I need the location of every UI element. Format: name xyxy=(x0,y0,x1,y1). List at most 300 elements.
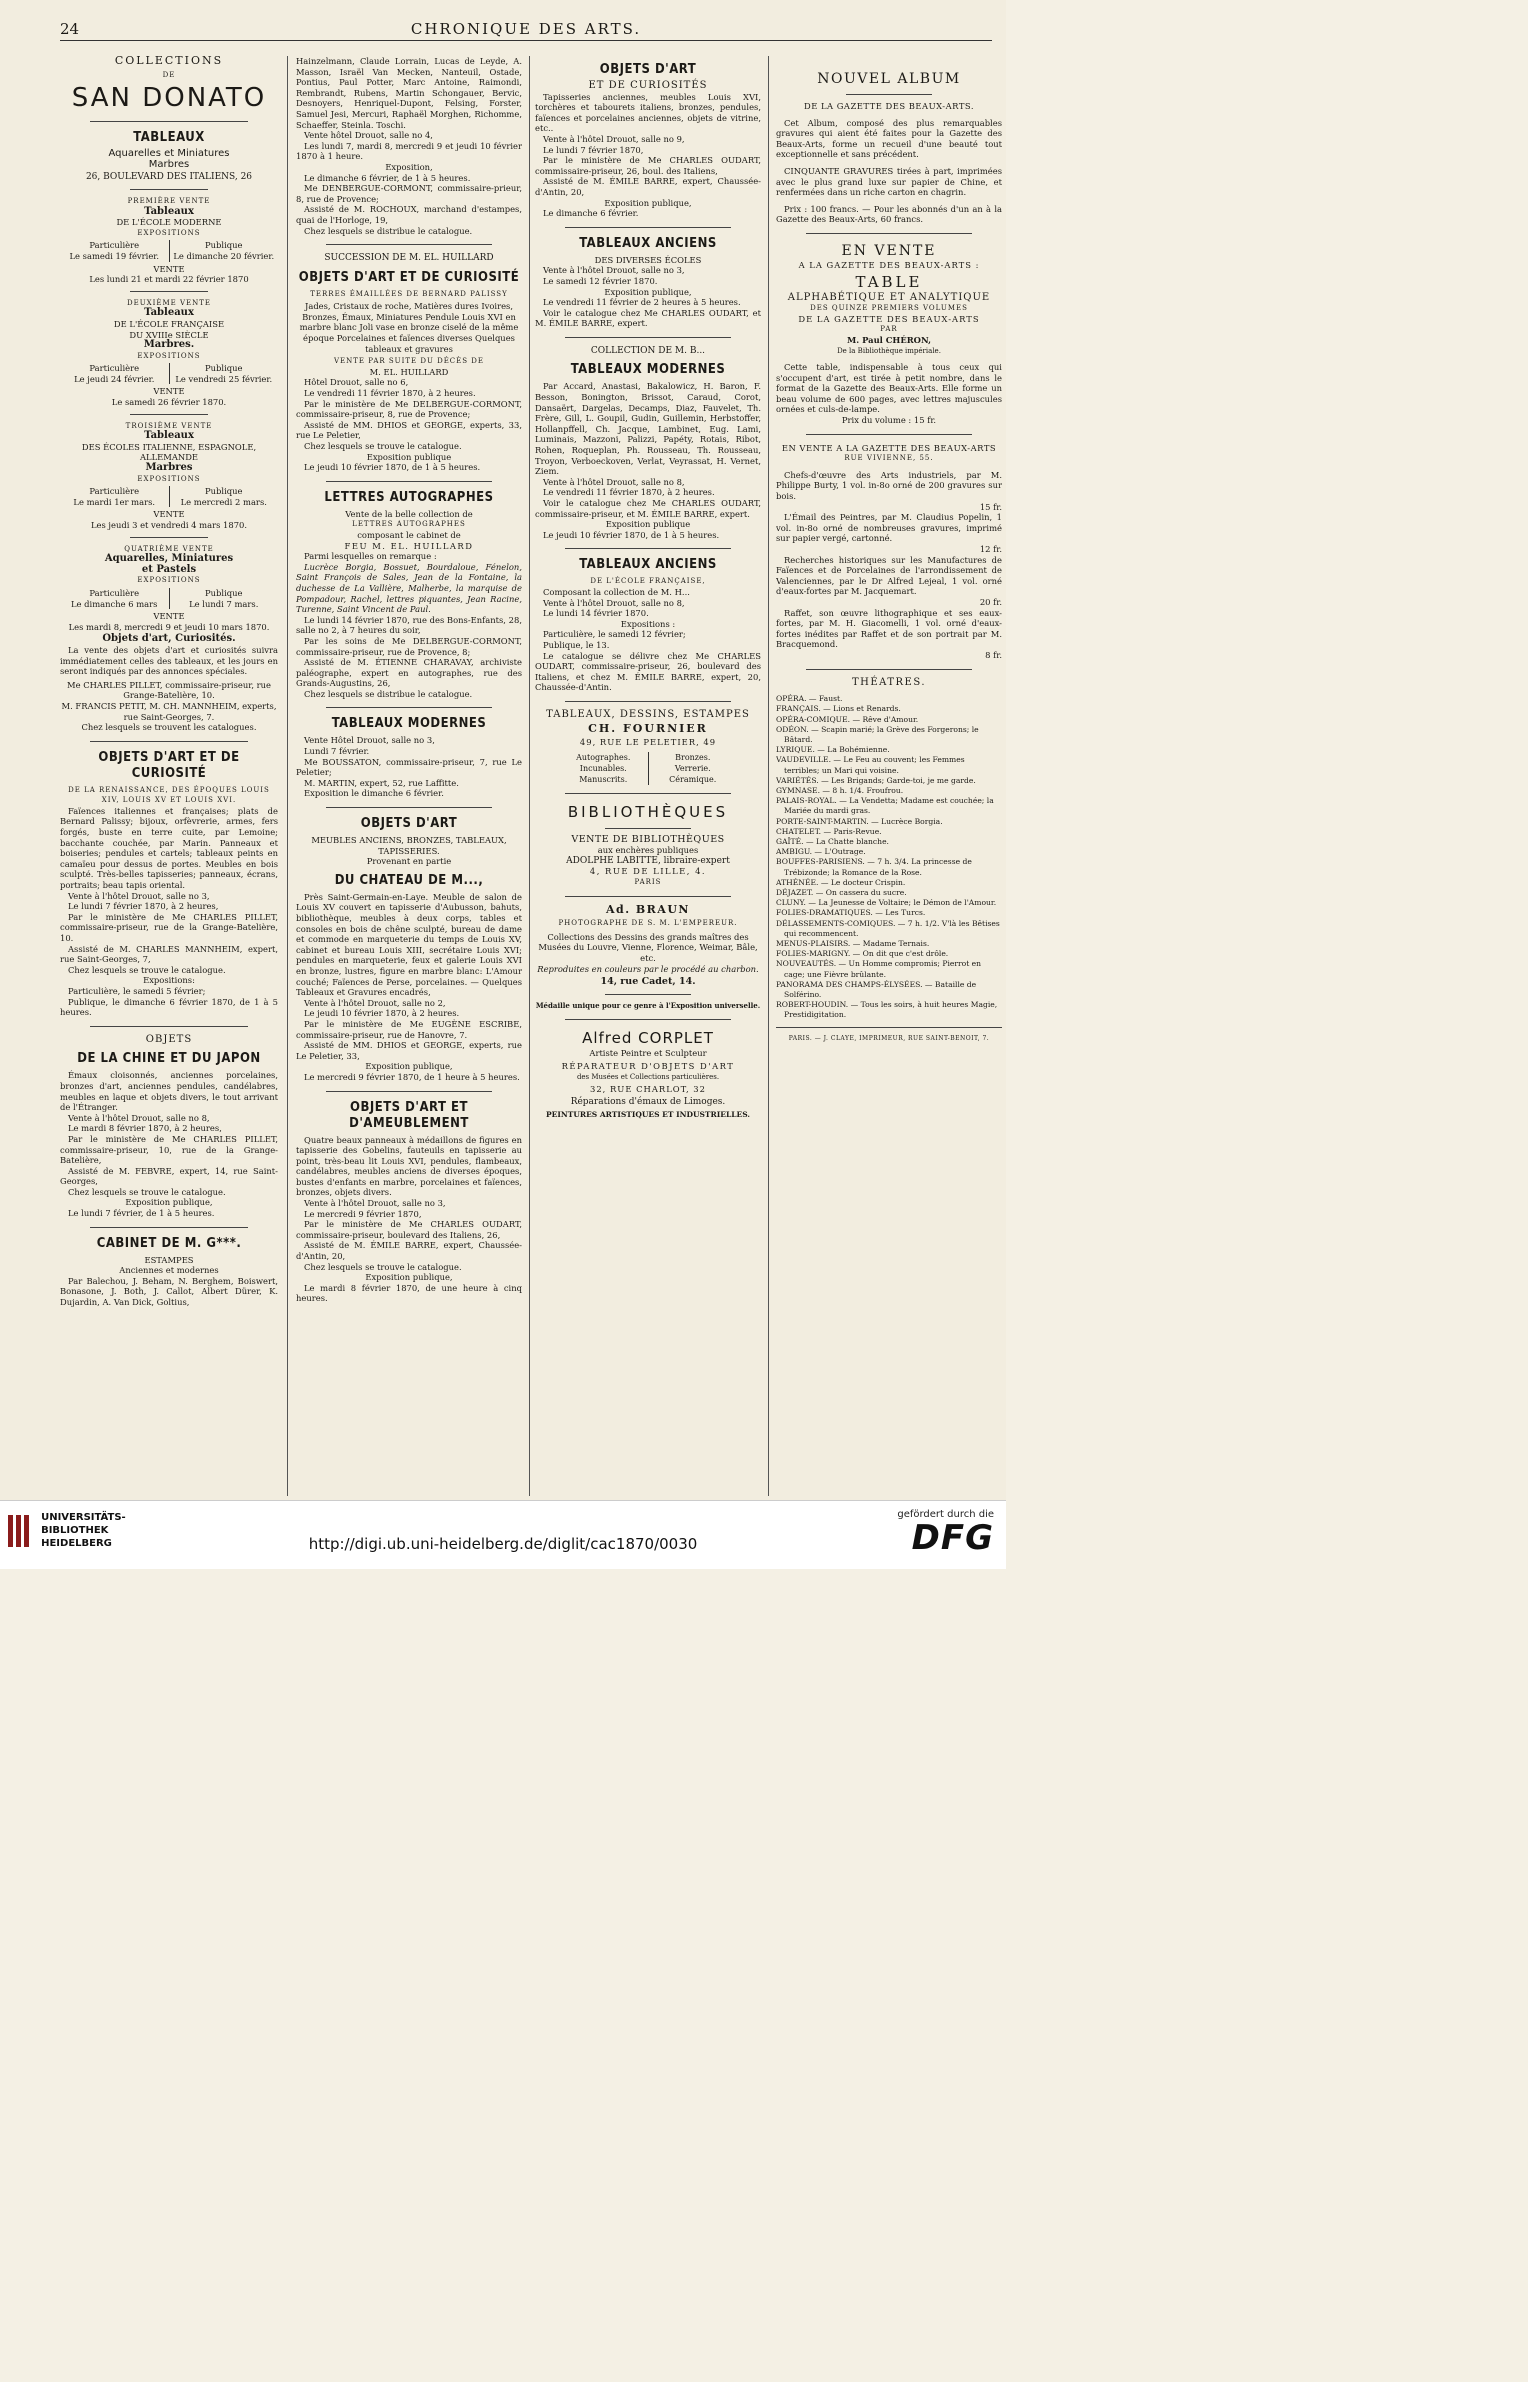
tm-line: Exposition le dimanche 6 février. xyxy=(304,788,444,799)
theatre-entry: VARIÉTÉS. — Les Brigands; Garde-toi, je me garde. xyxy=(776,775,976,785)
book-2-price: 12 fr. xyxy=(979,544,1002,554)
ameublement-line: Chez lesquels se trouve le catalogue. xyxy=(304,1261,462,1272)
divider xyxy=(565,227,731,228)
estampes-line: Le dimanche 6 février, de 1 à 5 heures. xyxy=(304,172,471,183)
exposition-publique: Publique xyxy=(205,240,243,251)
theatre-entry: MENUS-PLAISIRS. — Madame Ternais. xyxy=(776,939,930,948)
divider xyxy=(90,1227,248,1228)
aquarelles-line: Aquarelles et Miniatures xyxy=(108,148,230,160)
column-rule xyxy=(529,56,530,1496)
theatre-entry: LYRIQUE. — La Bohémienne. xyxy=(776,745,890,755)
oa-body: Tapisseries anciennes, meubles Louis XVI, torchères et tabourets italiens, bronzes, pendules, faïences et porcelaines anciennes, objets de vitrine, etc.. xyxy=(535,91,761,134)
tf-line: Le lundi 14 février 1870. xyxy=(543,608,649,619)
theatres-list xyxy=(776,694,1002,1021)
theatre-entry: AMBIGU. — L'Outrage. xyxy=(776,847,866,857)
ameublement-line: Exposition publique, xyxy=(365,1272,453,1283)
column-2 xyxy=(296,56,522,1496)
divider xyxy=(565,793,731,794)
huillard-line: Par le ministère de Me DELBERGUE-CORMONT, commissaire-priseur, 8, rue de Provence; xyxy=(296,398,522,420)
objets-art-sub: DE LA RENAISSANCE, DES ÉPOQUES LOUIS XIV, LOUIS XV ET LOUIS XVI. xyxy=(68,785,270,805)
exposition-particuliere: Particulière xyxy=(89,363,140,374)
ameublement-line: Vente à l'hôtel Drouot, salle no 3, xyxy=(304,1198,446,1209)
exposition-particuliere: Particulière xyxy=(89,486,140,497)
theatre-entry: ATHÉNÉE. — Le docteur Crispin. xyxy=(776,877,906,887)
tde-line: TABLEAUX, DESSINS, ESTAMPES xyxy=(546,708,750,720)
address-line: 26, BOULEVARD DES ITALIENS, 26 xyxy=(85,172,253,183)
collection-b: COLLECTION DE M. B... xyxy=(590,345,706,356)
lettres-heading: LETTRES AUTOGRAPHES xyxy=(324,489,494,505)
chine-line: Assisté de M. FEBVRE, expert, 14, rue Saint-Georges, xyxy=(60,1165,278,1187)
tf-sub: DE L'ÉCOLE FRANÇAISE, xyxy=(590,577,706,586)
theatre-entry: DÉLASSEMENTS-COMIQUES. — 7 h. 1/2. V'là les Bêtises qui recommencent. xyxy=(776,918,1000,938)
catalog-line: Chez lesquels se trouvent les catalogues. xyxy=(81,722,257,733)
chine-objets-label: OBJETS xyxy=(145,1033,193,1045)
estampes-continued: Hainzelmann, Claude Lorrain, Lucas de Leyde, A. Masson, Israël Van Mecken, Nanteuil, Ostade, Pontius, Paul Potter, Marc Antoine, Raimondi, Rembrandt, Rubens, Martin Schongauer, Bervic, Desnoyers, Henriquel-Dupont, Felsing, Forster, Samuel Jesi, Mercuri, Raphaël Morghen, Richomme, Schaeffer, Steinla. Toschi. xyxy=(296,56,522,130)
divider xyxy=(806,434,972,435)
ta-line: Le vendredi 11 février de 2 heures à 5 heures. xyxy=(543,297,741,308)
divider xyxy=(605,994,691,995)
divider xyxy=(806,669,972,670)
divider xyxy=(90,1026,248,1027)
ta-line: Exposition publique, xyxy=(604,286,692,297)
succession-line: SUCCESSION DE M. EL. HUILLARD xyxy=(324,253,494,264)
table-alpha: ALPHABÉTIQUE ET ANALYTIQUE xyxy=(787,291,991,303)
tm-line: Le jeudi 10 février 1870, de 1 à 5 heures. xyxy=(543,529,720,540)
tableaux-heading: TABLEAUX xyxy=(133,130,205,146)
peintures: PEINTURES ARTISTIQUES ET INDUSTRIELLES. xyxy=(546,1110,750,1120)
table-heading: TABLE xyxy=(855,272,923,291)
specialty: Bronzes. xyxy=(675,752,711,762)
theatre-entry: CLUNY. — La Jeunesse de Voltaire; le Démon de l'Amour. xyxy=(776,898,997,908)
divider xyxy=(90,741,248,742)
lettres-comp: composant le cabinet de xyxy=(357,529,461,540)
exposition-publique: Publique xyxy=(205,587,243,598)
oa-line: Le dimanche 6 février. xyxy=(543,208,639,219)
chine-line: Le lundi 7 février, de 1 à 5 heures. xyxy=(68,1208,215,1219)
labitte-address: 4, RUE DE LILLE, 4. xyxy=(589,866,707,877)
huillard-line: Assisté de MM. DHIOS et GEORGE, experts, 33, rue Le Peletier, xyxy=(296,419,522,441)
theatre-entry: CHATELET. — Paris-Revue. xyxy=(776,826,882,836)
estampes-line: Me DENBERGUE-CORMONT, commissaire-prieur, 8, rue de Provence; xyxy=(296,183,522,204)
huillard-line: Hôtel Drouot, salle no 6, xyxy=(304,377,409,388)
petit-line: M. FRANCIS PETIT, M. CH. MANNHEIM, experts, rue Saint-Georges, 7. xyxy=(61,700,277,722)
braun-address: 14, rue Cadet, 14. xyxy=(600,976,696,988)
en-vente-heading: EN VENTE xyxy=(841,242,937,259)
lettres-line: Par les soins de Me DELBERGUE-CORMONT, commissaire-priseur, rue de Provence, 8; xyxy=(296,635,522,657)
vente-label: VENTE xyxy=(153,263,185,274)
library-line: HEIDELBERG xyxy=(41,1538,112,1549)
objets-art-curiosite-heading: OBJETS D'ART ET DE CURIOSITÉ xyxy=(98,749,240,781)
exposition-publique-date: Le mercredi 2 mars. xyxy=(180,496,267,507)
chateau-line: Le jeudi 10 février 1870, à 2 heures. xyxy=(304,1008,460,1019)
tm-line: Lundi 7 février. xyxy=(304,746,370,757)
bibliotheques-heading: BIBLIOTHÈQUES xyxy=(567,802,729,821)
library-line: BIBLIOTHEK xyxy=(41,1525,109,1536)
vente-label: VENTE xyxy=(153,386,185,397)
biblio-imperiale: De la Bibliothèque impériale. xyxy=(837,346,941,355)
chateau-line: Vente à l'hôtel Drouot, salle no 2, xyxy=(304,997,446,1008)
lettres-names: Lucrèce Borgia, Bossuet, Bourdaloue, Fénelon, Saint François de Sales, Jean de la Fontaine, la duchesse de La Vallière, Malherbe, la marquise de Pompadour, Rachel, lettres piquantes, Jean Racine, Turenne, Saint Vincent de Paul. xyxy=(296,561,522,615)
braun-body: Collections des Dessins des grands maîtres des Musées du Louvre, Vienne, Florence, Weimar, Bâle, etc. xyxy=(538,931,758,964)
theatres-heading: THÉATRES. xyxy=(851,676,927,688)
lettres-line: Le lundi 14 février 1870, rue des Bons-Enfants, 28, salle no 2, à 7 heures du soir, xyxy=(296,614,522,636)
estampes-line: Exposition, xyxy=(385,161,433,172)
dfg-wordmark: DFG xyxy=(911,1518,994,1558)
book-4-price: 8 fr. xyxy=(985,649,1002,660)
chateau-line: Assisté de MM. DHIOS et GEORGE, experts, rue Le Peletier, 33, xyxy=(296,1040,522,1061)
exposition-particuliere-date: Le samedi 19 février. xyxy=(69,250,160,261)
divider xyxy=(846,94,932,95)
divider xyxy=(605,828,691,829)
tf-line: Composant la collection de M. H... xyxy=(543,586,690,597)
table-price: Prix du volume : 15 fr. xyxy=(841,415,937,426)
funded-by-label: gefördert durch die xyxy=(897,1509,994,1520)
vente-2-head2: Marbres. xyxy=(143,339,195,351)
terres-emaillees: TERRES ÉMAILLÉES DE BERNARD PALISSY xyxy=(310,289,508,298)
chine-line: Chez lesquels se trouve le catalogue. xyxy=(68,1186,226,1197)
theatre-entry: OPÉRA. — Faust. xyxy=(776,694,843,704)
theatre-entry: FOLIES-DRAMATIQUES. — Les Turcs. xyxy=(776,908,926,918)
vente-1-expo: EXPOSITIONS xyxy=(137,228,201,237)
divider xyxy=(130,189,208,190)
cabinet-sub: Anciennes et modernes xyxy=(119,1265,219,1276)
cheron: M. Paul CHÉRON, xyxy=(846,334,932,345)
exposition-publique-date: Le lundi 7 mars. xyxy=(189,598,259,609)
objets-art-line: Assisté de M. CHARLES MANNHEIM, expert, rue Saint-Georges, 7, xyxy=(60,943,278,965)
exposition-publique-date: Le dimanche 20 février. xyxy=(173,250,275,261)
exposition-publique: Publique xyxy=(205,363,243,374)
vente-4-expositions xyxy=(60,588,278,609)
vente-suite: VENTE PAR SUITE DU DÉCÈS DE xyxy=(333,357,485,366)
objets-art-line: Particulière, le samedi 5 février; xyxy=(68,985,206,996)
tm-body: Par Accard, Anastasi, Bakalowicz, H. Baron, F. Besson, Bonington, Brissot, Caraud, Corot, Dansaërt, Dargelas, Decamps, Diaz, Fauvelet, Th. Frère, Gill, L. Goupil, Gudin, Guillemin, Herbstoffer, Hollanpffell, Ch. Jacque, Lambinet, Eug. Lami, Luminais, Mazzoni, Palizzi, Papéty, Rotais, Ribot, Rohen, Roqueplan, Ph. Rousseau, Th. Rousseau, Troyon, Verboeckoven, Verlat, Veyrassat, H. Vernet, Ziem. xyxy=(535,381,761,477)
tableaux-modernes-heading: TABLEAUX MODERNES xyxy=(331,716,487,732)
fournier-specialties xyxy=(559,752,737,785)
provenant-line: Provenant en partie xyxy=(366,856,452,867)
divider xyxy=(565,548,731,549)
divider xyxy=(90,121,248,122)
column-1 xyxy=(60,56,278,1496)
ta-line: Voir le catalogue chez Me CHARLES OUDART, et M. ÉMILE BARRE, expert. xyxy=(535,307,761,329)
estampes-line: Les lundi 7, mardi 8, mercredi 9 et jeudi 10 février 1870 à 1 heure. xyxy=(296,140,522,162)
labitte: ADOLPHE LABITTE, libraire-expert xyxy=(566,855,730,866)
chine-japon-heading: DE LA CHINE ET DU JAPON xyxy=(77,1051,261,1067)
vente-2-expo: EXPOSITIONS xyxy=(137,351,201,360)
album-price: Prix : 100 francs. — Pour les abonnés d'un an à la Gazette des Beaux-Arts, 60 francs. xyxy=(776,203,1002,225)
exposition-particuliere-date: Le jeudi 24 février. xyxy=(74,373,155,384)
reparateur: RÉPARATEUR D'OBJETS D'ART xyxy=(561,1061,735,1071)
tf-line: Expositions : xyxy=(620,618,676,629)
theatre-entry: PANORAMA DES CHAMPS-ÉLYSÉES. — Bataille de Solférino. xyxy=(776,979,977,1000)
divider xyxy=(565,337,731,338)
braun-repro: Reproduites en couleurs par le procédé au charbon. xyxy=(537,963,759,974)
paris: PARIS xyxy=(634,878,662,887)
estampes-line: Vente hôtel Drouot, salle no 4, xyxy=(304,130,433,141)
fournier-address: 49, RUE LE PELETIER, 49 xyxy=(579,737,717,748)
tm-line: Me BOUSSATON, commissaire-priseur, 7, rue Le Peletier; xyxy=(296,756,522,778)
chine-line: Exposition publique, xyxy=(125,1197,213,1208)
cabinet-estampes: ESTAMPES xyxy=(144,1254,194,1265)
san-donato-heading: SAN DONATO xyxy=(71,83,267,114)
divider xyxy=(326,807,492,808)
tm-line: M. MARTIN, expert, 52, rue Laffitte. xyxy=(304,777,459,788)
en-vente-2: EN VENTE A LA GAZETTE DES BEAUX-ARTS xyxy=(781,442,997,453)
table-de-la: DE LA GAZETTE DES BEAUX-ARTS xyxy=(798,313,980,324)
tableaux-anciens-heading: TABLEAUX ANCIENS xyxy=(579,235,717,251)
theatre-entry: DÉJAZET. — On cassera du sucre. xyxy=(776,887,907,897)
chine-line: Vente à l'hôtel Drouot, salle no 8, xyxy=(68,1112,210,1123)
ta-line: Le samedi 12 février 1870. xyxy=(543,275,658,286)
objets-art-heading: OBJETS D'ART xyxy=(360,816,458,832)
ameublement-line: Assisté de M. ÉMILE BARRE, expert, Chaussée-d'Antin, 20, xyxy=(296,1240,522,1262)
ameublement-body: Quatre beaux panneaux à médaillons de figures en tapisserie des Gobelins, fauteuils en tapisserie au point, très-beau lit Louis XVI, pendules, flambeaux, candélabres, meubles anciens de diverses époques, bustes d'enfants en marbre, porcelaines et faïences, bronzes, objets divers. xyxy=(296,1134,522,1198)
tf-line: Le catalogue se délivre chez Me CHARLES OUDART, commissaire-priseur, 26, boulevard des Italiens, et chez M. ÉMILE BARRE, expert, 20, Chaussée-d'Antin. xyxy=(535,650,761,693)
objets-art-body: Faïences italiennes et françaises; plats de Bernard Palissy; bijoux, orfèvrerie, armes, fers forgés, buste en terre cuite, par Lemoine; bacchante couchée, par Marin. Panneaux et boiseries; pendules et cartels; tableaux peints en camaïeu pour dessus de portes. Meubles en bois sculpté. Très-belles tapisseries; panneaux, écrans, portraits; beau tapis oriental. xyxy=(60,805,278,891)
running-header xyxy=(60,18,992,41)
ameublement-line: Le mercredi 9 février 1870, xyxy=(304,1208,422,1219)
objets-art-sub: MEUBLES ANCIENS, BRONZES, TABLEAUX, TAPISSERIES. xyxy=(311,835,507,856)
emaux: Réparations d'émaux de Limoges. xyxy=(570,1096,726,1107)
huillard-line: Le vendredi 11 février 1870, à 2 heures. xyxy=(304,388,476,399)
tm-line: Vente à l'hôtel Drouot, salle no 8, xyxy=(543,476,685,487)
theatre-entry: ODÉON. — Scapin marié; la Grève des Forgerons; le Bâtard. xyxy=(776,724,979,744)
chateau-body: Près Saint-Germain-en-Laye. Meuble de salon de Louis XV couvert en tapisserie d'Aubusson, bahuts, bibliothèque, meubles à deux corps, tables et consoles en bois de chêne sculpté, bureau de dame et commode en marqueterie du temps de Louis XV, cabinet et bureau Louis XIII, secrétaire Louis XVI; pendules en marqueterie, feux et galerie Louis XVI en bronze, lustres, figure en marbre blanc: L'Amour couché; Faïences de Perse, porcelaines. — Quelques Tableaux et Gravures encadrés, xyxy=(296,891,522,998)
column-4 xyxy=(776,56,1002,1496)
album-sub: DE LA GAZETTE DES BEAUX-ARTS. xyxy=(803,101,975,111)
exposition-publique-date: Le vendredi 25 février. xyxy=(175,373,273,384)
cabinet-heading: CABINET DE M. G***. xyxy=(96,1235,242,1251)
vente-2-sub1: DE L'ÉCOLE FRANÇAISE xyxy=(113,318,225,329)
musees: des Musées et Collections particulières. xyxy=(576,1072,720,1081)
chateau-line: Par le ministère de Me EUGÈNE ESCRIBE, commissaire-priseur, rue de Hanovre, 7. xyxy=(296,1018,522,1040)
column-rule xyxy=(287,56,288,1496)
chateau-line: Le mercredi 9 février 1870, de 1 heure à 5 heures. xyxy=(304,1071,520,1082)
specialty: Céramique. xyxy=(669,774,717,784)
oa-line: Vente à l'hôtel Drouot, salle no 9, xyxy=(543,133,685,144)
divider xyxy=(326,244,492,245)
vente-label: VENTE xyxy=(153,611,185,622)
en-vente-address: RUE VIVIENNE, 55. xyxy=(844,454,934,463)
divider xyxy=(326,707,492,708)
vente-4-head2: et Pastels xyxy=(141,563,197,575)
vente-1-date: Les lundi 21 et mardi 22 février 1870 xyxy=(89,274,249,285)
vente-2-sub2: DU XVIIIe SIÈCLE xyxy=(129,329,209,340)
objets-art-line: Chez lesquels se trouve le catalogue. xyxy=(68,964,226,975)
a-la-gazette: A LA GAZETTE DES BEAUX-ARTS : xyxy=(798,259,980,270)
huillard-line: Exposition publique xyxy=(366,451,452,462)
table-paragraph: Cette table, indispensable à tous ceux qui s'occupent d'art, est tirée à petit nombre, dans le format de la Gazette des Beaux-Arts. Elle forme un beau volume de 600 pages, avec lettres majuscules ornées et culs-de-lampe. xyxy=(776,362,1002,415)
huillard-name: M. EL. HUILLARD xyxy=(369,366,449,377)
vente-4-expo: EXPOSITIONS xyxy=(137,576,201,585)
exposition-publique: Publique xyxy=(205,486,243,497)
vente-3-head2: Marbres xyxy=(145,462,193,474)
theatre-entry: GYMNASE. — 8 h. 1/4. Froufrou. xyxy=(776,785,904,795)
exposition-particuliere-date: Le mardi 1er mars. xyxy=(73,496,156,507)
exposition-particuliere-date: Le dimanche 6 mars xyxy=(71,598,158,609)
cabinet-body: Par Balechou, J. Beham, N. Berghem, Boiswert, Bonasone, J. Both, J. Callot, Albert Dürer, K. Dujardin, A. Van Dick, Goltius, xyxy=(60,1275,278,1308)
medaille: Médaille unique pour ce genre à l'Exposition universelle. xyxy=(535,1000,761,1010)
oa-line: Par le ministère de Me CHARLES OUDART, commissaire-priseur, 26, boul. des Italiens, xyxy=(535,155,761,176)
divider xyxy=(776,1027,1002,1028)
vente-bibliotheques: VENTE DE BIBLIOTHÈQUES xyxy=(571,833,725,845)
objets-art-line: Expositions: xyxy=(143,975,195,986)
viewer-footer xyxy=(0,1500,1006,1569)
vente-1-sub: DE L'ÉCOLE MODERNE xyxy=(116,217,222,228)
objets-art-heading: OBJETS D'ART xyxy=(599,62,697,77)
column-3 xyxy=(535,56,761,1496)
corplet-name: Alfred CORPLET xyxy=(582,1029,714,1048)
braun-title: PHOTOGRAPHE DE S. M. L'EMPEREUR. xyxy=(558,919,738,928)
vente-1-head: Tableaux xyxy=(144,205,194,217)
table-quinze: DES QUINZE PREMIERS VOLUMES xyxy=(810,304,968,313)
divider xyxy=(130,537,208,538)
huillard-line: Chez lesquels se trouve le catalogue. xyxy=(304,441,462,451)
vente-1-title: PREMIÈRE VENTE xyxy=(127,196,211,205)
divider xyxy=(326,1091,492,1092)
divider xyxy=(130,414,208,415)
corplet-role: Artiste Peintre et Sculpteur xyxy=(589,1048,707,1059)
vente-2-date: Le samedi 26 février 1870. xyxy=(111,397,227,408)
chine-body: Émaux cloisonnés, anciennes porcelaines, bronzes d'art, anciennes pendules, candélabres, meubles en laque et objets divers, le tout arrivant de l'Étranger. xyxy=(60,1070,278,1113)
ta-sub: DES DIVERSES ÉCOLES xyxy=(594,254,702,265)
chine-line: Le mardi 8 février 1870, à 2 heures, xyxy=(68,1123,222,1134)
tableaux-anciens-francaise-heading: TABLEAUX ANCIENS xyxy=(579,557,717,573)
vente-1-expositions xyxy=(60,240,278,261)
exposition-particuliere: Particulière xyxy=(89,240,140,251)
album-p2: CINQUANTE GRAVURES tirées à part, imprimées avec le plus grand luxe sur papier de Chine, et renfermées dans un riche carton en chagrin. xyxy=(776,165,1002,198)
tm-line: Vente Hôtel Drouot, salle no 3, xyxy=(304,735,435,746)
theatre-entry: FOLIES-MARIGNY. — On dit que c'est drôle. xyxy=(776,949,949,959)
oa-line: Le lundi 7 février 1870, xyxy=(543,144,644,155)
estampes-line: Chez lesquels se distribue le catalogue. xyxy=(304,225,473,236)
vente-3-expositions xyxy=(60,486,278,507)
chine-line: Par le ministère de Me CHARLES PILLET, commissaire-priseur, 10, rue de la Grange-Batelière, xyxy=(60,1133,278,1166)
book-1: Chefs-d'œuvre des Arts industriels, par M. Philippe Burty, 1 vol. in-8o orné de 200 gravures sur bois. xyxy=(776,469,1002,502)
theatre-entry: PALAIS-ROYAL. — La Vendetta; Madame est couchée; la Mariée du mardi gras. xyxy=(776,796,994,816)
tm-line: Exposition publique xyxy=(605,519,691,530)
huillard-objets-heading: OBJETS D'ART ET DE CURIOSITÉ xyxy=(298,269,520,285)
vente-3-head: Tableaux xyxy=(144,430,194,442)
dfg-logo[interactable] xyxy=(897,1509,994,1556)
vente-3-sub2: ALLEMANDE xyxy=(139,452,199,463)
huillard-body: Jades, Cristaux de roche, Matières dures Ivoires, Bronzes, Émaux, Miniatures Pendule Louis XVI en marbre blanc Joli vase en bronze ciselé de la même époque Porcelaines et faïences diverses Quelques tableaux et gravures xyxy=(299,301,519,354)
vente-label: VENTE xyxy=(153,509,185,520)
ta-line: Vente à l'hôtel Drouot, salle no 3, xyxy=(543,265,685,276)
braun-name: Ad. BRAUN xyxy=(605,902,690,916)
tf-line: Particulière, le samedi 12 février; xyxy=(543,629,686,640)
specialty: Incunables. xyxy=(579,763,627,773)
specialty: Autographes. xyxy=(576,752,631,762)
vente-2-title: DEUXIÈME VENTE xyxy=(126,298,212,307)
ameublement-line: Le mardi 8 février 1870, de une heure à cinq heures. xyxy=(296,1282,522,1304)
tf-line: Publique, le 13. xyxy=(543,639,610,650)
theatre-entry: FRANÇAIS. — Lions et Renards. xyxy=(776,704,901,714)
vente-4-date: Les mardi 8, mercredi 9 et jeudi 10 mars 1870. xyxy=(68,621,270,632)
theatre-entry: ROBERT-HOUDIN. — Tous les soirs, à huit heures Magie, Prestidigitation. xyxy=(776,1000,998,1020)
library-line: UNIVERSITÄTS- xyxy=(41,1512,126,1523)
huillard-line: Le jeudi 10 février 1870, de 1 à 5 heures. xyxy=(304,462,481,473)
objets-art-line: Le lundi 7 février 1870, à 2 heures, xyxy=(68,901,219,912)
feu-huillard: FEU M. EL. HUILLARD xyxy=(344,540,474,551)
ameublement-heading: OBJETS D'ART ET D'AMEUBLEMENT xyxy=(349,1099,469,1131)
theatre-entry: BOUFFES-PARISIENS. — 7 h. 3/4. La princesse de Trébizonde; la Romance de la Rose. xyxy=(776,857,972,877)
specialty: Manuscrits. xyxy=(579,774,628,784)
objets-art-line: Vente à l'hôtel Drouot, salle no 3, xyxy=(68,890,210,901)
theatre-entry: NOUVEAUTÉS. — Un Homme compromis; Pierrot en cage; une Fièvre brûlante. xyxy=(776,959,982,979)
vente-3-title: TROISIÈME VENTE xyxy=(125,421,213,430)
objets-art-line: Par le ministère de Me CHARLES PILLET, commissaire-priseur, rue de la Grange-Batelière, 10. xyxy=(60,911,278,943)
corplet-address: 32, RUE CHARLOT, 32 xyxy=(590,1084,706,1095)
collections-label: COLLECTIONS xyxy=(114,56,224,67)
nouvel-album-heading: NOUVEL ALBUM xyxy=(817,71,961,87)
book-3-price: 20 fr. xyxy=(979,596,1002,607)
theatre-entry: PORTE-SAINT-MARTIN. — Lucrèce Borgia. xyxy=(776,816,943,826)
newspaper-page xyxy=(0,0,1006,1500)
objets-art-curiosites: Objets d'art, Curiosités. xyxy=(102,633,236,645)
page-number: 24 xyxy=(60,20,80,38)
lettres-la: LETTRES AUTOGRAPHES xyxy=(352,520,466,529)
theatre-entry: VAUDEVILLE. — Le Feu au couvent; les Femmes terribles; un Mari qui voisine. xyxy=(776,755,965,775)
lettres-line: Assisté de M. ÉTIENNE CHARAVAY, archiviste paléographe, expert en autographes, rue des Grands-Augustins, 26, xyxy=(296,657,522,689)
column-rule xyxy=(768,56,769,1496)
objets-art-line: Publique, le dimanche 6 février 1870, de 1 à 5 heures. xyxy=(60,996,278,1018)
lettres-line: Chez lesquels se distribue le catalogue. xyxy=(304,688,473,699)
tm-line: Voir le catalogue chez Me CHARLES OUDART, commissaire-priseur, et M. ÉMILE BARRE, expert. xyxy=(535,498,761,519)
vente-2-expositions xyxy=(60,363,278,384)
tm-line: Le vendredi 11 février 1870, à 2 heures. xyxy=(543,487,715,498)
vente-3-expo: EXPOSITIONS xyxy=(137,474,201,483)
book-4: Raffet, son œuvre lithographique et ses eaux-fortes, par M. H. Giacomelli, 1 vol. orné d'eaux-fortes inédites par Raffet et de son portrait par M. Bracquemond. xyxy=(776,607,1002,650)
fournier-name: CH. FOURNIER xyxy=(588,721,708,735)
de-label: DE xyxy=(162,70,176,79)
lettres-sub: Vente de la belle collection de xyxy=(345,508,473,519)
vente-3-sub1: DES ÉCOLES ITALIENNE, ESPAGNOLE, xyxy=(81,441,257,452)
page-title: CHRONIQUE DES ARTS. xyxy=(410,20,642,38)
objets-art-sub: ET DE CURIOSITÉS xyxy=(588,80,708,91)
table-par: PAR xyxy=(880,325,898,334)
marbres-line: Marbres xyxy=(148,158,190,170)
vente-2-head: Tableaux xyxy=(144,307,194,319)
pillet-line: Me CHARLES PILLET, commissaire-priseur, rue Grange-Batelière, 10. xyxy=(67,679,271,701)
chateau-line: Exposition publique, xyxy=(365,1061,453,1072)
estampes-line: Assisté de M. ROCHOUX, marchand d'estampes, quai de l'Horloge, 19, xyxy=(296,204,522,225)
vente-4-note: La vente des objets d'art et curiosités suivra immédiatement celles des tableaux, et les jours en seront indiqués par des annonces spéciales. xyxy=(60,644,278,677)
book-3: Recherches historiques sur les Manufactures de Faïences et de Porcelaines de l'arrondissement de Valenciennes, par le Dr Alfred Lejeal, 1 vol. orné d'eaux-fortes par M. Jacquemart. xyxy=(776,554,1002,597)
exposition-particuliere: Particulière xyxy=(89,587,140,598)
chateau-heading: DU CHATEAU DE M..., xyxy=(334,872,484,888)
tableaux-modernes-heading: TABLEAUX MODERNES xyxy=(570,362,726,378)
divider xyxy=(130,291,208,292)
book-2: L'Émail des Peintres, par M. Claudius Popelin, 1 vol. in-8o orné de nombreuses gravures, imprimé sur papier vergé, cartonné. xyxy=(776,512,1002,544)
lettres-parmi: Parmi lesquelles on remarque : xyxy=(304,551,437,562)
vente-4-title: QUATRIÈME VENTE xyxy=(124,544,214,553)
encheres: aux enchères publiques xyxy=(597,845,699,856)
oa-line: Assisté de M. ÉMILE BARRE, expert, Chaussée-d'Antin, 20, xyxy=(535,176,761,197)
album-p1: Cet Album, composé des plus remarquables gravures qui aient été faites pour la Gazette des Beaux-Arts, forme un recueil d'une beauté tout exceptionnelle et sans précédent. xyxy=(776,117,1002,160)
permalink-url[interactable]: http://digi.ub.uni-heidelberg.de/diglit/cac1870/0030 xyxy=(308,1535,698,1553)
vente-4-head1: Aquarelles, Miniatures xyxy=(104,553,234,565)
divider xyxy=(565,701,731,702)
specialty: Verrerie. xyxy=(674,763,711,773)
imprint: PARIS. — J. CLAYE, IMPRIMEUR, RUE SAINT-BENOIT, 7. xyxy=(788,1034,990,1042)
vente-3-date: Les jeudi 3 et vendredi 4 mars 1870. xyxy=(90,520,248,530)
theatre-entry: GAÎTÉ. — La Chatte blanche. xyxy=(776,836,889,846)
divider xyxy=(806,233,972,234)
theatre-entry: OPÉRA-COMIQUE. — Rêve d'Amour. xyxy=(776,714,919,724)
divider xyxy=(565,1019,731,1020)
ameublement-line: Par le ministère de Me CHARLES OUDART, commissaire-priseur, boulevard des Italiens, 26, xyxy=(296,1219,522,1240)
oa-line: Exposition publique, xyxy=(604,197,692,208)
